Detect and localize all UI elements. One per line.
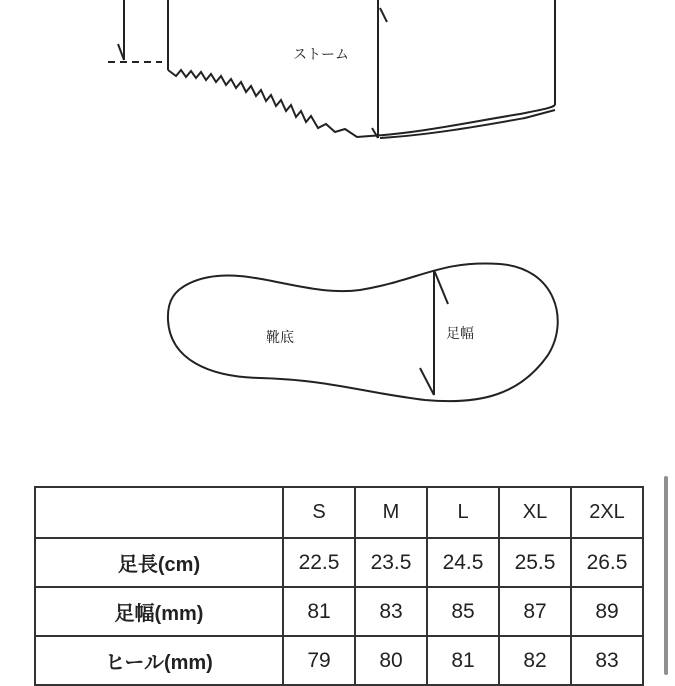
value-cell: 87 (499, 587, 571, 636)
value-cell: 82 (499, 636, 571, 685)
storm-label: ストーム (293, 47, 349, 63)
size-header-cell: XL (499, 487, 571, 538)
size-header-cell: S (283, 487, 355, 538)
value-cell: 85 (427, 587, 499, 636)
row-label-cell: 足長(cm) (35, 538, 283, 587)
platform-drawing (168, 0, 555, 138)
table-row (35, 636, 643, 685)
table-header-row (35, 487, 643, 538)
insole-outline (168, 263, 558, 401)
storm-height-arrow (372, 0, 387, 138)
value-cell: 83 (571, 636, 643, 685)
row-label-cell: 足幅(mm) (35, 587, 283, 636)
value-cell: 89 (571, 587, 643, 636)
value-cell: 23.5 (355, 538, 427, 587)
value-cell: 26.5 (571, 538, 643, 587)
scrollbar[interactable] (664, 476, 668, 675)
table-row (35, 587, 643, 636)
size-header-cell: 2XL (571, 487, 643, 538)
value-cell: 22.5 (283, 538, 355, 587)
header-corner-cell (35, 487, 283, 538)
value-cell: 81 (283, 587, 355, 636)
foot-width-arrow (420, 270, 448, 395)
value-cell: 25.5 (499, 538, 571, 587)
value-cell: 24.5 (427, 538, 499, 587)
value-cell: 80 (355, 636, 427, 685)
row-label-cell: ヒール(mm) (35, 636, 283, 685)
table-row (35, 538, 643, 587)
heel-height-arrow (108, 0, 162, 62)
value-cell: 79 (283, 636, 355, 685)
size-header-cell: M (355, 487, 427, 538)
sole-label: 靴底 (266, 330, 294, 346)
size-header-cell: L (427, 487, 499, 538)
foot-width-label: 足幅 (446, 326, 474, 342)
size-chart-table (34, 486, 644, 686)
value-cell: 81 (427, 636, 499, 685)
value-cell: 83 (355, 587, 427, 636)
